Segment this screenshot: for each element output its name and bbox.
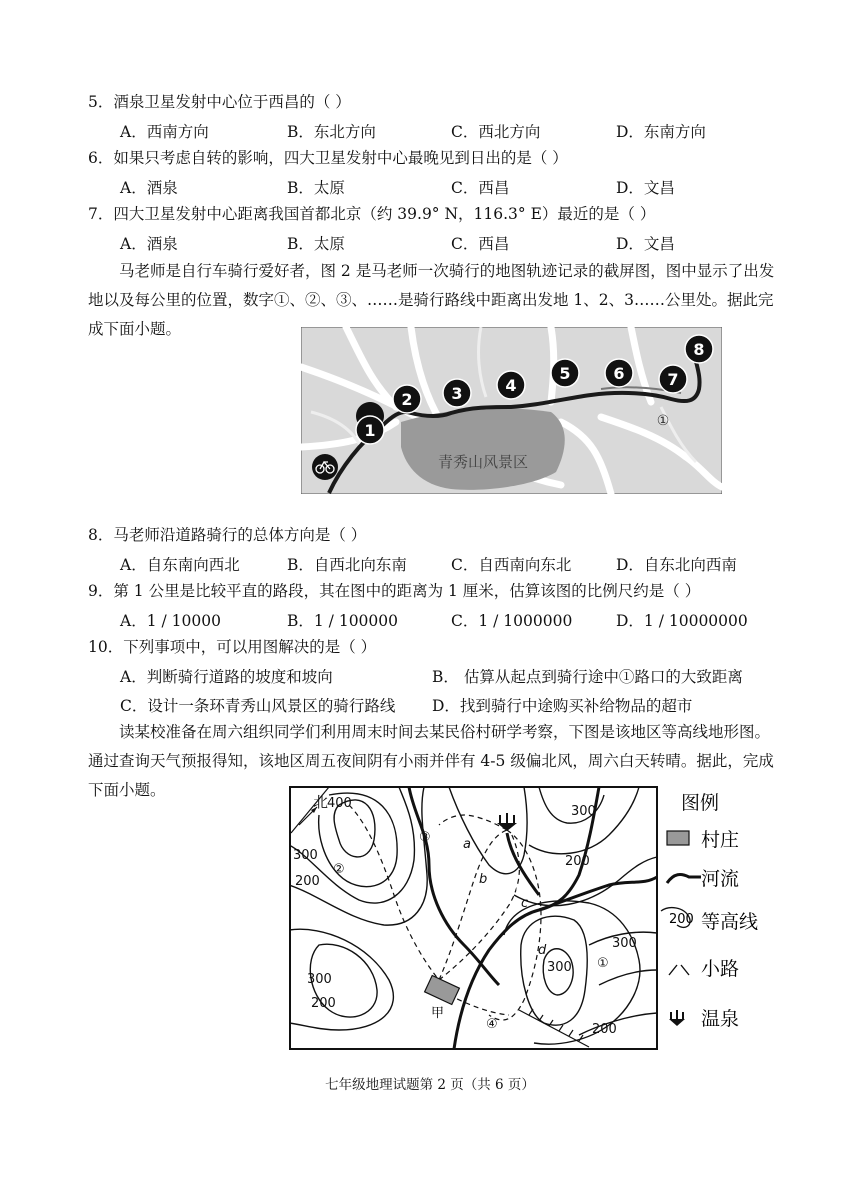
svg-text:3: 3: [451, 384, 463, 403]
svg-text:b: b: [479, 872, 488, 887]
intro-study-trip: 读某校准备在周六组织同学们利用周末时间去某民俗村研学考察，下图是该地区等高线地形图。通过查询天气预报得知，该地区周五夜间阴有小雨并伴有 4-5 级偏北风，周六白天转晴。据此，完成下面小题。: [88, 723, 774, 799]
contour-map-frame: [290, 787, 657, 1049]
legend-river: 河流: [701, 868, 740, 890]
km-marker-6: [605, 359, 633, 387]
q10-option-a: A．判断骑行道路的坡度和坡向: [120, 668, 333, 686]
q10-stem: 10．下列事项中，可以用图解决的是（ ）: [88, 638, 377, 656]
svg-text:300: 300: [307, 972, 332, 987]
contour-map: [289, 785, 779, 1053]
q8-option-c: C．自西南向东北: [451, 556, 572, 574]
q9-option-a: A．1 / 10000: [120, 612, 221, 630]
q7-options: [120, 234, 820, 254]
q5-option-a: A．西南方向: [120, 123, 209, 141]
junction-label: ①: [656, 413, 670, 429]
legend-village: 村庄: [701, 829, 740, 851]
q9-options: [120, 611, 820, 631]
svg-text:300: 300: [612, 936, 637, 951]
svg-text:d: d: [538, 943, 547, 958]
q10-option-d: D．找到骑行中途购买补给物品的超市: [432, 697, 693, 715]
q9-stem: 9．第 1 公里是比较平直的路段，其在图中的距离为 1 厘米，估算该图的比例尺约是（ ）: [88, 582, 701, 600]
q7-option-a: A．酒泉: [120, 235, 178, 253]
km-marker-5: [551, 359, 579, 387]
q7-stem: 7．四大卫星发射中心距离我国首都北京（约 39.9° N，116.3° E）最近的是（ ）: [88, 205, 656, 223]
km-marker-2: [393, 385, 421, 413]
q6-option-d: D．文昌: [616, 179, 675, 197]
svg-text:8: 8: [693, 340, 705, 359]
km-marker-4: [497, 371, 525, 399]
svg-text:①: ①: [597, 956, 609, 971]
svg-text:400: 400: [327, 796, 352, 811]
cycling-map: [301, 327, 722, 494]
q7-option-b: B．太原: [287, 235, 345, 253]
svg-text:2: 2: [401, 390, 413, 409]
svg-text:200: 200: [295, 874, 320, 889]
legend-village-swatch: [667, 831, 689, 845]
q5-stem: 5．酒泉卫星发射中心位于西昌的（ ）: [88, 93, 351, 111]
q5-option-d: D．东南方向: [616, 123, 706, 141]
scenic-area-label: 青秀山风景区: [437, 453, 529, 471]
scenic-area: [401, 408, 565, 490]
km-marker-7: [659, 365, 687, 393]
page-footer: 七年级地理试题第 2 页（共 6 页）: [325, 1077, 535, 1093]
q9-option-c: C．1 / 1000000: [451, 612, 573, 630]
intro-cycling: 马老师是自行车骑行爱好者，图 2 是马老师一次骑行的地图轨迹记录的截屏图，图中显示了出发地以及每公里的位置，数字①、②、③、……是骑行路线中距离出发地 1、2、3……公里处。据此完成下面小题。: [88, 262, 775, 338]
q5-option-b: B．东北方向: [287, 123, 376, 141]
village-label: 甲: [431, 1006, 445, 1021]
km-marker-3: [443, 379, 471, 407]
svg-text:④: ④: [486, 1017, 498, 1032]
legend-contour-value: 200: [669, 912, 694, 927]
q10-option-b: B． 估算从起点到骑行途中①路口的大致距离: [432, 668, 743, 686]
svg-text:300: 300: [293, 848, 318, 863]
svg-text:a: a: [463, 837, 471, 852]
q6-option-a: A．酒泉: [120, 179, 178, 197]
q9-option-b: B．1 / 100000: [287, 612, 398, 630]
legend-contour: 等高线: [701, 911, 759, 933]
svg-text:5: 5: [559, 364, 571, 383]
legend-spring-icon: [669, 1010, 685, 1026]
km-marker-8: [685, 335, 713, 363]
svg-text:200: 200: [565, 854, 590, 869]
svg-text:③: ③: [419, 830, 431, 845]
svg-text:300: 300: [547, 960, 572, 975]
q9-option-d: D．1 / 10000000: [616, 612, 748, 630]
q7-option-d: D．文昌: [616, 235, 675, 253]
start-bicycle-icon: [312, 454, 338, 480]
svg-text:200: 200: [499, 884, 524, 899]
q8-stem: 8．马老师沿道路骑行的总体方向是（ ）: [88, 526, 367, 544]
q6-option-b: B．太原: [287, 179, 345, 197]
q6-options: [120, 178, 820, 198]
svg-text:300: 300: [571, 804, 596, 819]
q6-stem: 6．如果只考虑自转的影响，四大卫星发射中心最晚见到日出的是（ ）: [88, 149, 568, 167]
q5-options: [120, 122, 820, 142]
km-marker-1: [356, 402, 384, 445]
svg-text:200: 200: [592, 1022, 617, 1037]
q10-options-row2: [120, 696, 820, 716]
legend-title: 图例: [681, 792, 720, 814]
q8-option-a: A．自东南向西北: [120, 556, 240, 574]
svg-text:7: 7: [667, 370, 679, 389]
q8-options: [120, 555, 820, 575]
legend-path: 小路: [701, 958, 740, 980]
q8-option-b: B．自西北向东南: [287, 556, 407, 574]
svg-text:200: 200: [311, 996, 336, 1011]
svg-text:6: 6: [613, 364, 625, 383]
q7-option-c: C．西昌: [451, 235, 510, 253]
legend-river-swatch: [667, 875, 701, 883]
legend-path-swatch: [669, 965, 689, 975]
svg-text:c: c: [521, 896, 529, 911]
q8-option-d: D．自东北向西南: [616, 556, 737, 574]
legend-spring: 温泉: [701, 1008, 740, 1030]
svg-text:4: 4: [505, 376, 517, 395]
svg-text:1: 1: [364, 421, 376, 440]
map-legend: [661, 792, 758, 1030]
svg-text:北: 北: [313, 793, 329, 811]
q10-option-c: C．设计一条环青秀山风景区的骑行路线: [120, 697, 396, 715]
svg-text:②: ②: [333, 862, 345, 877]
q6-option-c: C．西昌: [451, 179, 510, 197]
q5-option-c: C．西北方向: [451, 123, 541, 141]
q10-options-row1: [120, 667, 820, 687]
